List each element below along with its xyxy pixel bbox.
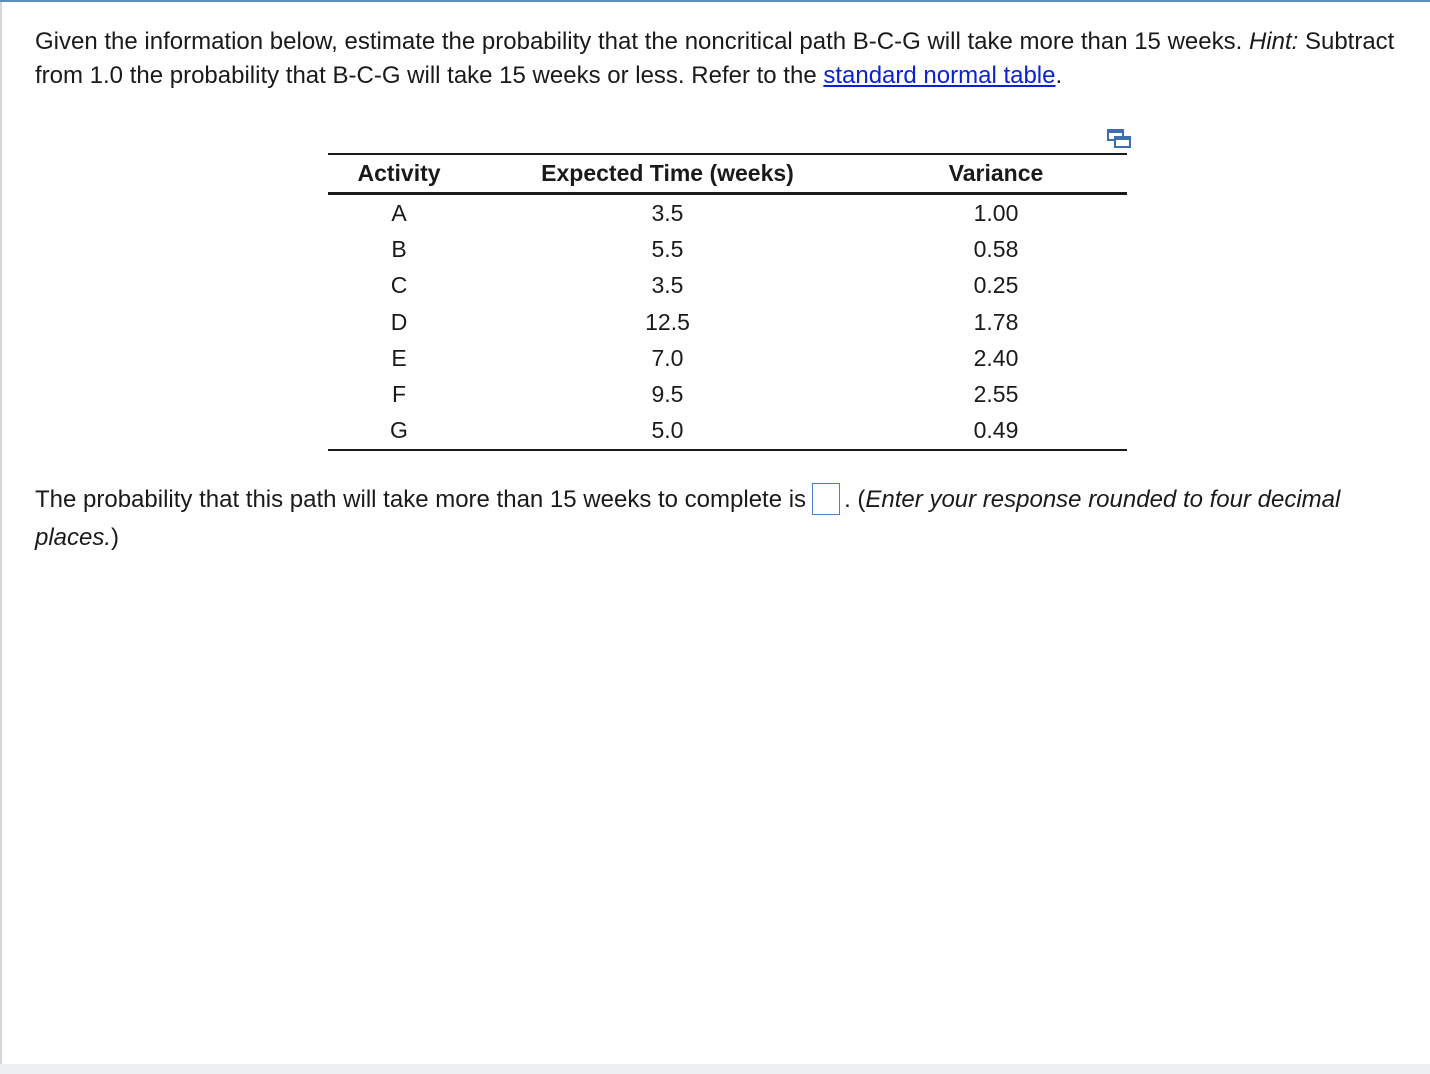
question-text-part-3: .	[1055, 62, 1063, 89]
answer-prefix: The probability that this path will take more than 15 weeks to complete is	[35, 486, 807, 513]
table-row	[328, 268, 1127, 304]
variance-cell: 0.25	[973, 272, 1019, 299]
table-row	[328, 340, 1127, 376]
expected-time-cell: 9.5	[651, 381, 684, 408]
question-text-part-2: Subtract from 1.0 the probability that B-C-G will take 15 weeks or less. Refer to the	[35, 28, 1395, 89]
expected-time-cell: 3.5	[651, 272, 684, 299]
question-text	[35, 25, 1420, 93]
activity-cell: D	[390, 308, 408, 335]
bottom-strip	[0, 1064, 1430, 1074]
copy-table-icon[interactable]	[1106, 128, 1132, 150]
answer-prompt	[35, 481, 1420, 557]
instruction-open-paren: (	[857, 486, 866, 513]
variance-cell: 1.78	[973, 308, 1019, 335]
variance-cell: 2.40	[973, 344, 1019, 371]
header-expected-time: Expected Time (weeks)	[470, 154, 865, 194]
activity-table	[328, 153, 1127, 451]
activity-cell: G	[328, 413, 470, 450]
table-row	[328, 231, 1127, 267]
copy-icon-graphic	[1106, 128, 1132, 150]
variance-cell: 2.55	[973, 381, 1019, 408]
expected-time-cell: 5.0	[470, 413, 865, 450]
top-border	[0, 0, 1430, 2]
activity-cell: C	[390, 272, 408, 299]
answer-suffix-dot: .	[844, 486, 858, 513]
expected-time-cell: 3.5	[651, 199, 684, 226]
left-border	[0, 2, 2, 1064]
table-header-row	[328, 154, 1127, 194]
header-variance: Variance	[865, 154, 1127, 194]
variance-cell: 0.49	[865, 413, 1127, 450]
expected-time-cell: 5.5	[651, 235, 684, 262]
variance-cell: 1.00	[973, 199, 1019, 226]
activity-cell: F	[391, 381, 407, 408]
question-text-part-1: Given the information below, estimate the probability that the noncritical path B-C-G will take more than 15 weeks.	[35, 28, 1249, 55]
expected-time-cell: 12.5	[645, 308, 690, 335]
hint-label: Hint:	[1248, 28, 1299, 55]
standard-normal-table-link[interactable]: standard normal table	[823, 62, 1056, 89]
table-row	[328, 194, 1127, 232]
probability-answer-input[interactable]	[812, 483, 840, 515]
activity-cell: A	[391, 199, 407, 226]
instruction-close-paren: )	[111, 524, 120, 551]
header-activity: Activity	[328, 154, 470, 194]
table-row	[328, 304, 1127, 340]
variance-cell: 0.58	[973, 235, 1019, 262]
table-row	[328, 413, 1127, 450]
table-row	[328, 376, 1127, 412]
expected-time-cell: 7.0	[651, 344, 684, 371]
activity-cell: B	[391, 235, 407, 262]
activity-cell: E	[391, 344, 407, 371]
answer-instruction: Enter your response rounded to four decimal places.	[35, 486, 1341, 551]
